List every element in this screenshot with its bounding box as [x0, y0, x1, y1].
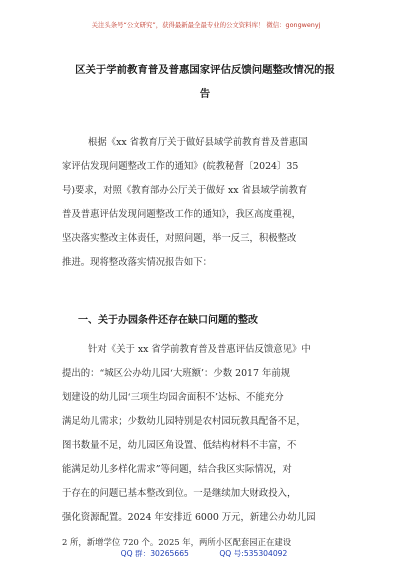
- section-line: 能满足幼儿多样化需求”等问题，结合我区实际情况，对: [62, 464, 292, 475]
- intro-line: 普及普惠评估发现问题整改工作的通知》，我区高度重视，: [62, 209, 302, 220]
- section-line: 针对《关于 xx 省学前教育普及普惠评估反馈意见》中: [88, 344, 311, 355]
- section-line: 于存在的问题已基本整改到位。一是继续加大财政投入，: [62, 488, 297, 499]
- footer-contacts: [0, 548, 408, 559]
- intro-line: 号)要求，对照《教育部办公厅关于做好 xx 省县域学前教育: [62, 185, 308, 196]
- section-line: 满足幼儿需求；少数幼儿园特别是农村园玩教具配备不足，: [62, 416, 306, 427]
- document-title-continued: 告: [199, 88, 211, 100]
- header-notice: 关注头条号“公文研究”，获得最新最全最专业的公文资料库！ 微信：gongwenyj: [91, 21, 321, 29]
- footer-qq-number: QQ 号:535304092: [219, 549, 288, 558]
- section-line: 2 所，新增学位 720 个。2025 年，两所小区配套园正在建设: [62, 537, 292, 547]
- intro-line: 坚决落实整改主体责任，对照问题，举一反三，积极整改: [62, 233, 297, 244]
- section-line: 强化资源配置。2024 年安排近 6000 万元，新建公办幼儿园: [62, 512, 316, 523]
- document-title: 区关于学前教育普及普惠国家评估反馈问题整改情况的报: [75, 64, 335, 76]
- intro-line: 家评估发现问题整改工作的通知》(皖教秘督〔2024〕35: [62, 161, 299, 172]
- section-heading: 一、关于办园条件还存在缺口问题的整改: [78, 315, 258, 326]
- section-line: 提出的：“城区公办幼儿园‘大班额’：少数 2017 年前规: [62, 368, 291, 379]
- intro-line: 推进。现将整改落实情况报告如下：: [62, 257, 213, 268]
- footer-qq-group: QQ 群：30265665: [120, 549, 189, 558]
- section-line: 划建设的幼儿园‘三项生均园舍面积不’达标、不能充分: [62, 392, 284, 403]
- section-line: 图书数量不足，幼儿园区角设置、低结构材料不丰富，不: [62, 440, 297, 451]
- intro-line: 根据《xx 省教育厅关于做好县域学前教育普及普惠国: [88, 137, 308, 148]
